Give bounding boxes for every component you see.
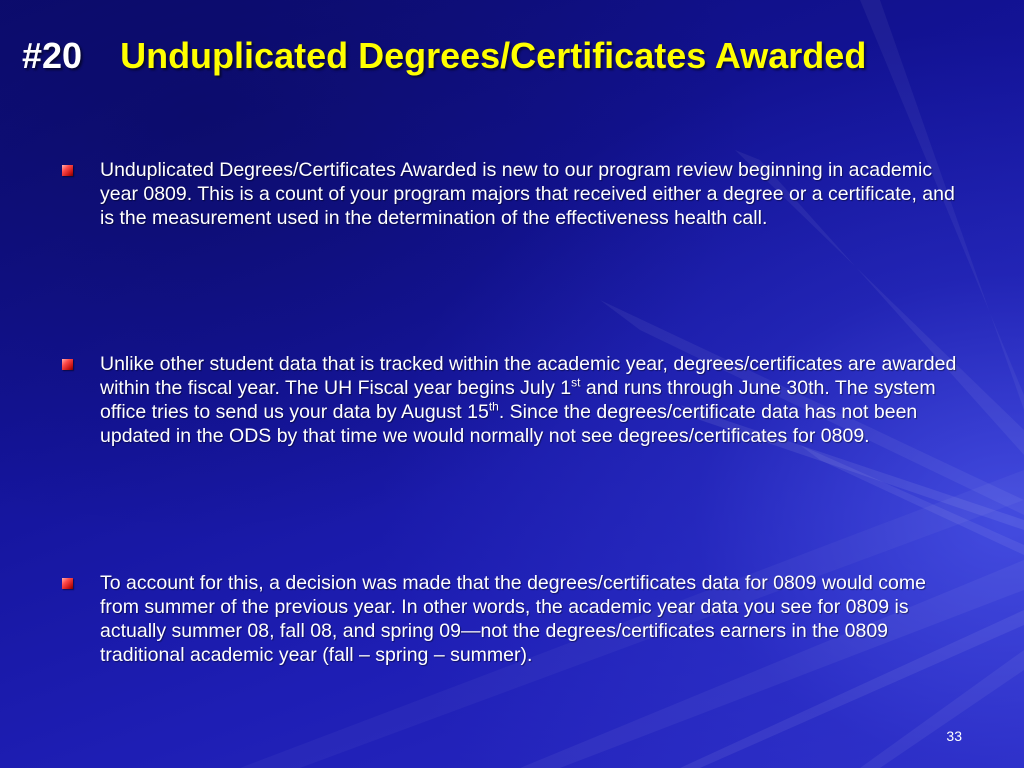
bullet-text-part: Unlike other student data that is tracked within the academic year, degrees/certificates are awarded within the fiscal year. The UH Fiscal year begins July 1 xyxy=(100,353,957,399)
bullet-text xyxy=(100,352,962,448)
bullet-text: Unduplicated Degrees/Certificates Awarded is new to our program review beginning in academic year 0809. This is a count of your program majors that received either a degree or a certificate, and is the measurement used in the determination of the effectiveness health call. xyxy=(100,159,955,229)
ordinal-suffix: st xyxy=(571,375,581,390)
slide-number-label: #20 xyxy=(22,35,83,76)
bullet-item xyxy=(62,352,962,448)
square-bullet-icon xyxy=(62,359,73,370)
square-bullet-icon xyxy=(62,165,73,176)
ordinal-suffix: th xyxy=(488,399,499,414)
bullet-item xyxy=(62,571,962,667)
bullet-text: To account for this, a decision was made that the degrees/certificates data for 0809 would come from summer of the previous year. In other words, the academic year data you see for 0809 is actually summer 08, fall 08, and spring 09—not the degrees/certificates earners in the 0809 traditional academic year (fall – spring – summer). xyxy=(100,572,926,666)
slide-title xyxy=(22,34,866,78)
bullet-item xyxy=(62,158,962,230)
bullet-text-part: and runs through June 30th. The system office tries to send us your data by August 15 xyxy=(100,377,936,423)
slide-title-text: Unduplicated Degrees/Certificates Awarded xyxy=(120,35,867,76)
bullet-text-part: . Since the degrees/certificate data has not been updated in the ODS by that time we would normally not see degrees/certificates for 0809. xyxy=(100,401,918,447)
square-bullet-icon xyxy=(62,578,73,589)
page-number: 33 xyxy=(946,728,962,744)
